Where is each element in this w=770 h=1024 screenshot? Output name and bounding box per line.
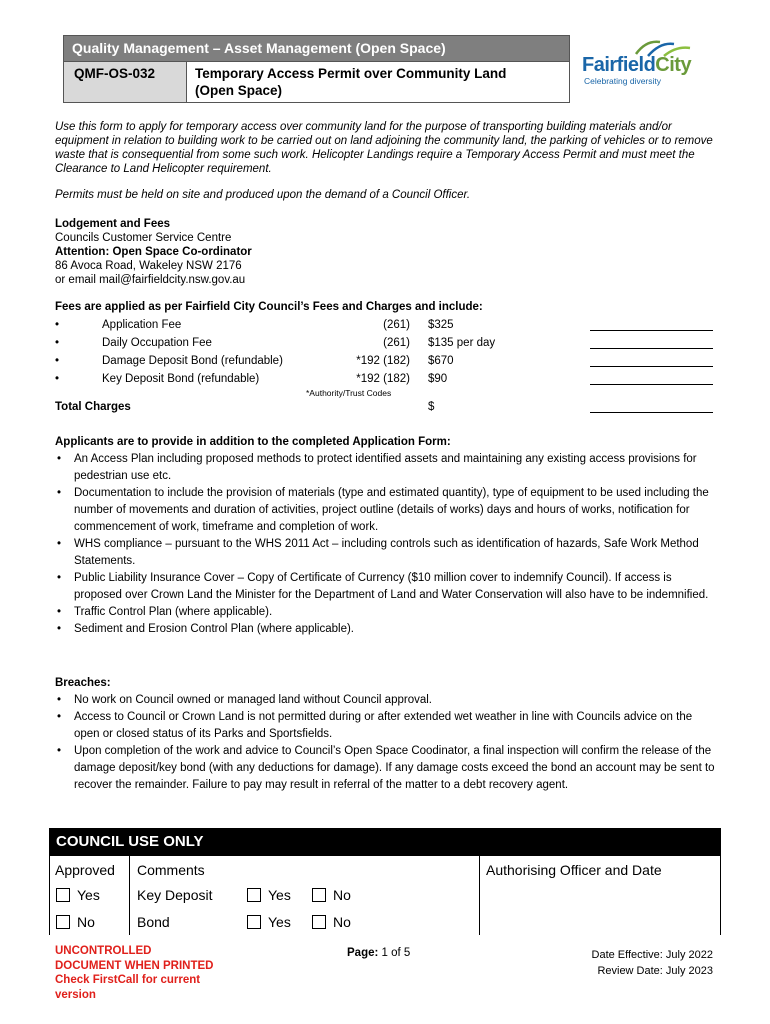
fee-amount: $670: [428, 355, 454, 367]
total-entry-line[interactable]: [590, 412, 713, 413]
logo-wordmark: [582, 54, 691, 77]
breaches-section: [55, 675, 715, 794]
form-code: QMF-OS-032: [64, 62, 187, 102]
checkbox[interactable]: [312, 915, 326, 929]
authorising-officer-label: Authorising Officer and Date: [486, 862, 662, 878]
permits-note: Permits must be held on site and produced upon the demand of a Council Officer.: [55, 189, 471, 201]
total-charges-label: Total Charges: [55, 401, 131, 413]
fee-name: Damage Deposit Bond (refundable): [102, 355, 283, 367]
council-use-only-box: [49, 828, 721, 935]
fee-row: [55, 355, 715, 371]
applicants-heading: Applicants are to provide in addition to the completed Application Form:: [55, 436, 451, 448]
fairfield-city-logo: [582, 36, 694, 88]
lodgement-attention: Attention: Open Space Co-ordinator: [55, 246, 252, 258]
council-use-heading: COUNCIL USE ONLY: [49, 828, 721, 856]
no-label: No: [333, 887, 351, 903]
lodgement-line1: Councils Customer Service Centre: [55, 232, 232, 244]
fee-row: [55, 337, 715, 353]
applicants-section: [55, 434, 715, 638]
table-border: [720, 856, 721, 935]
list-item: • An Access Plan including proposed methods to protect identified assets and maintaining any existing access provisions for pedestrian use etc.: [55, 451, 715, 485]
fee-name: Key Deposit Bond (refundable): [102, 373, 260, 385]
authority-codes-note: *Authority/Trust Codes: [306, 388, 392, 398]
intro-paragraph: Use this form to apply for temporary access over community land for the purpose of transporting building materials and/or equipment in relation to building work to be carried out on land adjoining the community land, the parking of vehicles or to remove waste that is consequential from some such work. Helicopter Landings require a Temporary Access Permit and must meet the Clearance to Land Helicopter requirement.: [55, 121, 713, 175]
fee-entry-line[interactable]: [590, 348, 713, 349]
logo-tagline: Celebrating diversity: [584, 76, 662, 86]
bullet-icon: •: [55, 373, 60, 385]
yes-label: Yes: [268, 887, 291, 903]
date-effective: Date Effective: July 2022: [591, 949, 713, 961]
lodgement-email: or email mail@fairfieldcity.nsw.gov.au: [55, 274, 246, 286]
review-date: Review Date: July 2023: [597, 965, 713, 977]
fee-row: [55, 373, 715, 389]
bond-label: Bond: [137, 914, 170, 930]
bullet-icon: •: [55, 355, 60, 367]
fee-row: [55, 319, 715, 335]
list-item: • Sediment and Erosion Control Plan (where applicable).: [55, 621, 715, 638]
fee-entry-line[interactable]: [590, 366, 713, 367]
fee-amount: $135 per day: [428, 337, 496, 349]
checkbox[interactable]: [247, 915, 261, 929]
page-number: [347, 947, 410, 959]
fee-code: *192 (182): [356, 373, 410, 385]
table-border: [49, 856, 50, 935]
table-border: [479, 856, 480, 935]
fee-code: *192 (182): [356, 355, 410, 367]
uncontrolled-line1: UNCONTROLLED: [55, 945, 152, 957]
form-title: [187, 62, 569, 102]
list-item: • Traffic Control Plan (where applicable).: [55, 604, 715, 621]
total-charges-row: [55, 401, 715, 413]
bond-yes-option[interactable]: [247, 914, 291, 930]
approved-no-option[interactable]: [56, 914, 95, 930]
page-value: 1 of 5: [381, 947, 411, 959]
bond-no-option[interactable]: [312, 914, 351, 930]
fee-name: Daily Occupation Fee: [102, 337, 212, 349]
no-label: No: [333, 914, 351, 930]
uncontrolled-notice: [55, 944, 213, 1002]
list-item: • No work on Council owned or managed land without Council approval.: [55, 692, 715, 709]
yes-label: Yes: [268, 914, 291, 930]
lodgement-block: [55, 217, 252, 287]
fee-name: Application Fee: [102, 319, 182, 331]
yes-label: Yes: [77, 887, 100, 903]
fee-entry-line[interactable]: [590, 330, 713, 331]
logo-name-a: Fairfield: [582, 54, 656, 76]
document-dates: [592, 947, 713, 979]
fee-amount: $325: [428, 319, 454, 331]
header-category: Quality Management – Asset Management (Open Space): [64, 36, 569, 62]
fee-code: (261): [383, 337, 410, 349]
fee-amount: $90: [428, 373, 448, 385]
checkbox[interactable]: [312, 888, 326, 902]
no-label: No: [77, 914, 95, 930]
page-label: Page:: [347, 947, 379, 959]
comments-label: Comments: [137, 862, 205, 878]
bullet-icon: •: [55, 319, 60, 331]
logo-name-b: City: [655, 54, 692, 76]
key-deposit-no-option[interactable]: [312, 887, 351, 903]
check-line1: Check FirstCall for current: [55, 974, 201, 986]
uncontrolled-line2: DOCUMENT WHEN PRINTED: [55, 959, 214, 972]
checkbox[interactable]: [56, 915, 70, 929]
checkbox[interactable]: [247, 888, 261, 902]
approved-label: Approved: [55, 862, 115, 878]
fees-heading: Fees are applied as per Fairfield City Council’s Fees and Charges and include:: [55, 301, 483, 313]
list-item: • WHS compliance – pursuant to the WHS 2011 Act – including controls such as identification of hazards, Safe Work Method Statements.: [55, 536, 715, 570]
list-item: • Documentation to include the provision of materials (type and estimated quantity), type of equipment to be used including the number of movements and duration of activities, project outline (details of works) days and hours of works, notification for commencement of work, timeframe and completion of work.: [55, 485, 715, 536]
bullet-icon: •: [55, 337, 60, 349]
document-header: [63, 35, 570, 103]
checkbox[interactable]: [56, 888, 70, 902]
list-item: • Upon completion of the work and advice to Council’s Open Space Coodinator, a final inspection will confirm the release of the damage deposit/key bond (with any deductions for damage). If any damage costs exceed the bond an account may be sent to recover the remainder. Failure to pay may result in referral of the matter to a debt recovery agent.: [55, 743, 715, 794]
breaches-heading: Breaches:: [55, 677, 111, 689]
total-charges-amount: $: [428, 401, 435, 413]
fee-entry-line[interactable]: [590, 384, 713, 385]
key-deposit-label: Key Deposit: [137, 887, 213, 903]
approved-yes-option[interactable]: [56, 887, 100, 903]
table-border: [129, 856, 130, 935]
form-title-line1: Temporary Access Permit over Community Land: [195, 66, 507, 81]
form-title-line2: (Open Space): [195, 83, 283, 98]
key-deposit-yes-option[interactable]: [247, 887, 291, 903]
list-item: • Public Liability Insurance Cover – Copy of Certificate of Currency ($10 million cover to indemnify Council). If access is proposed over Crown Land the Minister for the Department of Land and Water Conservation will also have to be indemnified.: [55, 570, 715, 604]
check-line2: version: [55, 988, 96, 1001]
list-item: • Access to Council or Crown Land is not permitted during or after extended wet weather in line with Councils advice on the open or closed status of its Parks and Sportsfields.: [55, 709, 715, 743]
lodgement-address: 86 Avoca Road, Wakeley NSW 2176: [55, 260, 242, 272]
fee-code: (261): [383, 319, 410, 331]
lodgement-heading: Lodgement and Fees: [55, 218, 171, 230]
